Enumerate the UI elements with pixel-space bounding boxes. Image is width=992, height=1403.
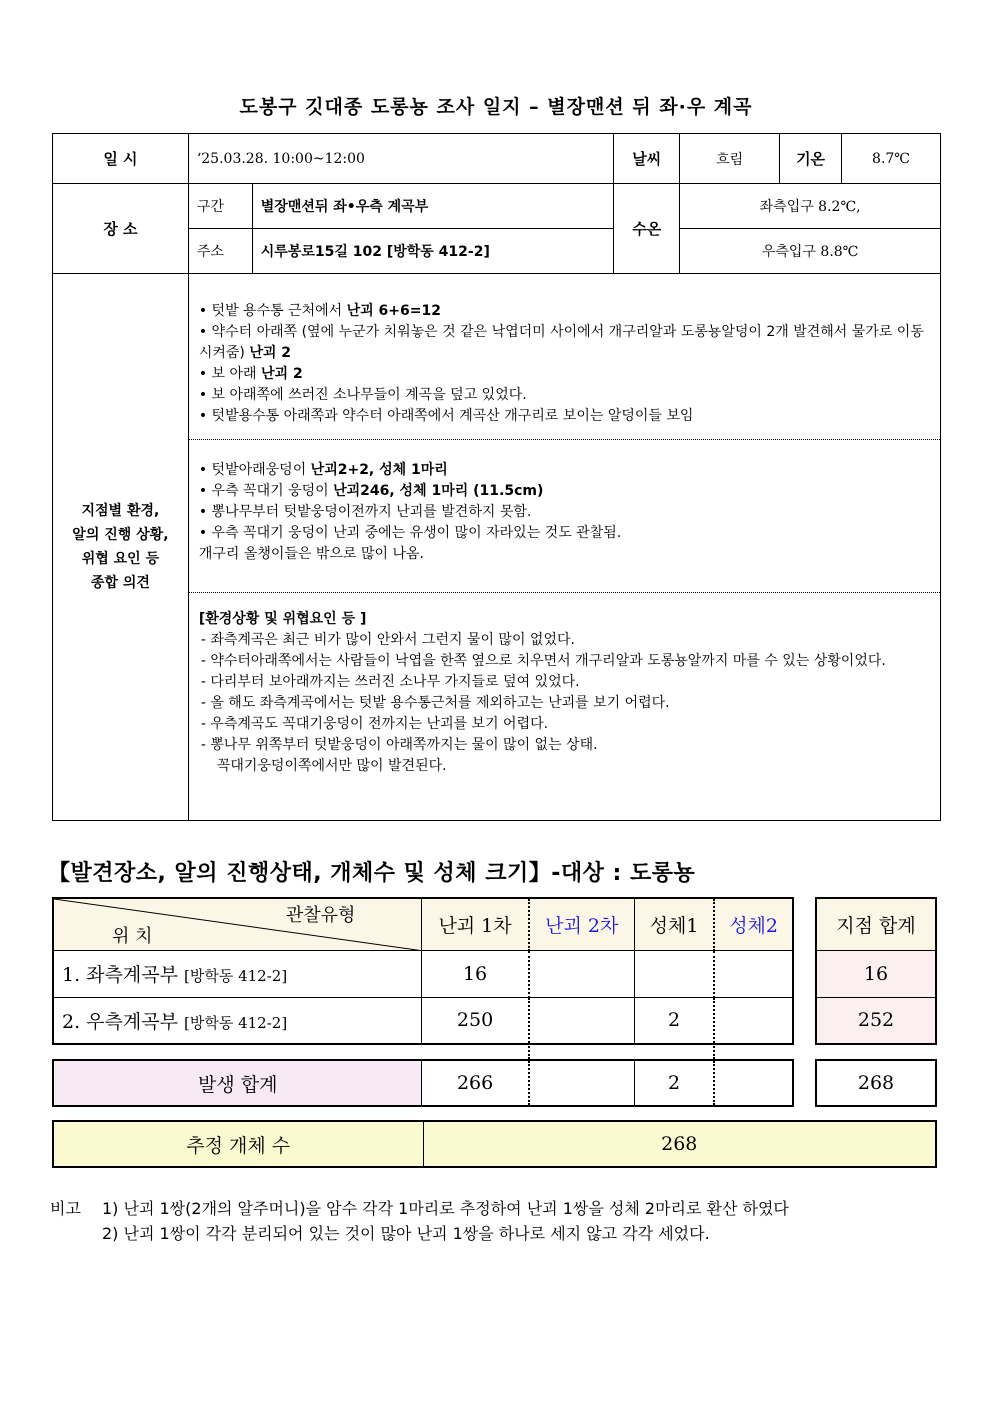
- dotted-connector: [713, 1043, 715, 1059]
- notes-label-line: 알의 진행 상황,: [72, 527, 169, 543]
- notes-line: • 우측 꼭대기 웅덩이 난괴 중에는 유생이 많이 자라있는 것도 관찰됨.: [199, 523, 930, 544]
- row-location-name: 1. 좌측계곡부: [62, 964, 178, 986]
- cell-adult-1: 2: [634, 997, 714, 1044]
- row-location-address: [방학동 412-2]: [184, 967, 288, 985]
- notes-cell: [188, 274, 940, 821]
- sum-total-value: 268: [816, 1060, 936, 1106]
- remarks-label: 비고: [50, 1199, 81, 1218]
- address-value: 시루봉로15길 102 [방학동 412-2]: [252, 229, 614, 274]
- cell-adult-1: [634, 950, 714, 997]
- notes-line: • 텃밭아래웅덩이 난괴2+2, 성체 1마리: [199, 460, 930, 481]
- notes-label-line: 종합 의견: [90, 575, 150, 591]
- date-label: 일 시: [53, 134, 189, 184]
- document-title: 도봉구 깃대종 도롱뇽 조사 일지 – 별장맨션 뒤 좌·우 계곡: [239, 96, 753, 118]
- table-row: [53, 997, 793, 1044]
- cell-egg-2: [529, 950, 635, 997]
- cell-egg-1: 250: [422, 997, 529, 1044]
- temperature-label: 기온: [780, 134, 842, 184]
- notes-line: • 약수터 아래쪽 (옆에 누군가 치워놓은 것 같은 낙엽더미 사이에서 개구리알과 도롱뇽알덩이 2개 발견해서 물가로 이동시켜줌) 난괴 2: [199, 322, 930, 364]
- sum-total-table: [815, 1059, 937, 1107]
- weather-label: 날씨: [614, 134, 680, 184]
- weather-value: 흐림: [680, 134, 780, 184]
- notes-label-line: 지점별 환경,: [81, 503, 160, 519]
- site-total-header: 지점 합계: [816, 898, 936, 950]
- sum-table: [52, 1059, 794, 1107]
- row-location: [53, 997, 422, 1044]
- sum-egg-2: [529, 1060, 635, 1106]
- cell-adult-2: [714, 997, 793, 1044]
- notes-line: - 다리부터 보아래까지는 쓰러진 소나무 가지들로 덮여 있었다.: [200, 674, 580, 690]
- notes-label: [53, 274, 189, 821]
- estimate-value: 268: [423, 1121, 936, 1167]
- cell-egg-2: [529, 997, 635, 1044]
- table-row: [53, 950, 793, 997]
- place-label: 장 소: [53, 184, 189, 274]
- sum-adult-2: [714, 1060, 793, 1106]
- col-header-adult-2: 성체2: [714, 898, 793, 950]
- notes-line: • 보 아래쪽에 쓰러진 소나무들이 계곡을 덮고 있었다.: [199, 385, 930, 406]
- header-type-label: 관찰유형: [285, 905, 356, 926]
- count-section-title: 【발견장소, 알의 진행상태, 개체수 및 성체 크기】-대상 : 도롱뇽: [48, 861, 696, 886]
- notes-section-1: [189, 274, 940, 439]
- section-label: 구간: [188, 184, 252, 229]
- header-diagonal-cell: [53, 898, 422, 950]
- sum-egg-1: 266: [422, 1060, 529, 1106]
- notes-line: • 뽕나무부터 텃밭웅덩이전까지 난괴를 발견하지 못함.: [199, 502, 930, 523]
- site-total-value: 16: [816, 950, 936, 997]
- remarks: [50, 1196, 789, 1246]
- dotted-connector: [528, 1043, 530, 1059]
- notes-line: 개구리 올챙이들은 밖으로 많이 나옴.: [198, 546, 424, 562]
- row-location-address: [방학동 412-2]: [184, 1013, 288, 1032]
- survey-info-table: [52, 133, 941, 821]
- notes-line: - 뽕나무 위쪽부터 텃밭웅덩이 아래쪽까지는 물이 많이 없는 상태.: [200, 737, 598, 753]
- section-value: 별장맨션뒤 좌•우측 계곡부: [252, 184, 614, 229]
- water-temp-left: 좌측입구 8.2℃,: [680, 184, 941, 229]
- notes-line: - 올 해도 좌측계곡에서는 텃밭 용수통근처를 제외하고는 난괴를 보기 어렵다.: [200, 695, 670, 711]
- site-total-value: 252: [816, 997, 936, 1044]
- water-temp-label: 수온: [614, 184, 680, 274]
- notes-label-line: 위협 요인 등: [81, 551, 160, 567]
- col-header-egg-2: 난괴 2차: [529, 898, 635, 950]
- notes-line: - 약수터아래쪽에서는 사람들이 낙엽을 한쪽 옆으로 치우면서 개구리알과 도롱뇽알까지 마를 수 있는 상황이었다.: [200, 653, 886, 669]
- date-value: ‘25.03.28. 10:00~12:00: [188, 134, 613, 184]
- col-header-adult-1: 성체1: [634, 898, 714, 950]
- notes-line: • 텃밭 용수통 근처에서 난괴 6+6=12: [199, 301, 930, 322]
- site-total-table: [815, 897, 937, 1045]
- header-location-label: 위 치: [112, 925, 153, 947]
- temperature-value: 8.7℃: [842, 134, 941, 184]
- row-location-name: 2. 우측계곡부: [62, 1010, 178, 1033]
- count-table: [52, 897, 794, 1045]
- notes-line: 꼭대기웅덩이쪽에서만 많이 발견된다.: [216, 758, 447, 774]
- estimate-table: [52, 1120, 937, 1168]
- notes-line: • 우측 꼭대기 웅덩이 난괴246, 성체 1마리 (11.5cm): [199, 481, 930, 502]
- row-location: [53, 950, 422, 997]
- estimate-label: 추정 개체 수: [53, 1121, 423, 1167]
- notes-section-3: [189, 592, 940, 787]
- sum-adult-1: 2: [634, 1060, 714, 1106]
- notes-line: • 텃밭용수통 아래쪽과 약수터 아래쪽에서 계곡산 개구리로 보이는 알덩이들 보임: [199, 406, 930, 427]
- address-label: 주소: [188, 229, 252, 274]
- water-temp-right: 우측입구 8.8℃: [680, 229, 941, 274]
- col-header-egg-1: 난괴 1차: [422, 898, 529, 950]
- notes-section-3-title: [환경상황 및 위협요인 등 ]: [198, 611, 367, 627]
- notes-line: - 우측계곡도 꼭대기웅덩이 전까지는 난괴를 보기 어렵다.: [200, 716, 549, 732]
- cell-egg-1: 16: [422, 950, 529, 997]
- sum-label: 발생 합계: [53, 1060, 422, 1106]
- remark-line: 1) 난괴 1쌍(2개의 알주머니)을 암수 각각 1마리로 추정하여 난괴 1쌍을 성체 2마리로 환산 하였다: [102, 1199, 789, 1218]
- notes-section-2: [189, 439, 940, 592]
- diagonal-line: [54, 899, 424, 951]
- notes-line: - 좌측계곡은 최근 비가 많이 안와서 그런지 물이 많이 없었다.: [200, 632, 575, 648]
- remark-line: 2) 난괴 1쌍이 각각 분리되어 있는 것이 많아 난괴 1쌍을 하나로 세지 않고 각각 세었다.: [102, 1224, 710, 1243]
- notes-line: • 보 아래 난괴 2: [199, 364, 930, 385]
- cell-adult-2: [714, 950, 793, 997]
